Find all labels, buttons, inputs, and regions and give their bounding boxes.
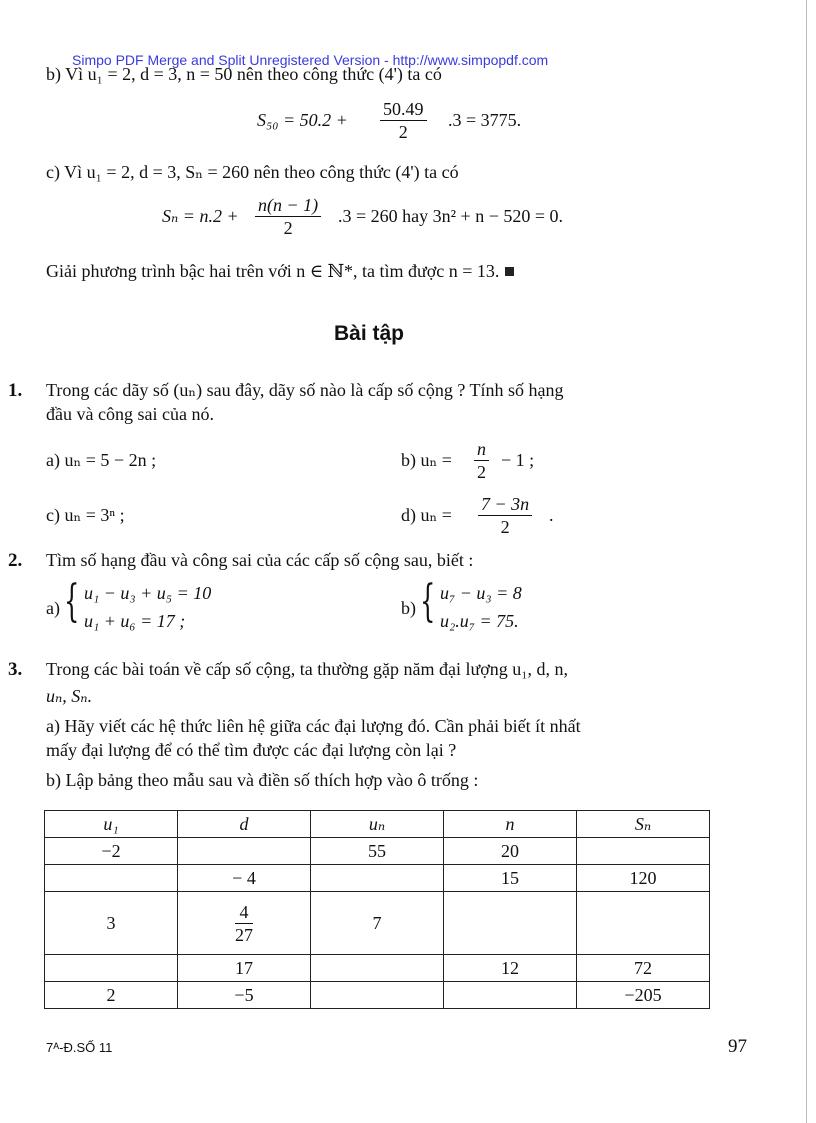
ex1-d-den: 2 <box>500 517 510 537</box>
eq-sn-rhs: .3 = 260 hay 3n² + n − 520 = 0. <box>338 206 563 226</box>
ex1-d-fraction <box>478 493 532 538</box>
table-cell <box>45 865 178 892</box>
table-frac-den: 27 <box>235 924 253 945</box>
table-fraction <box>235 901 253 946</box>
eq-s50-den: 2 <box>398 122 408 142</box>
table-cell: 7 <box>311 892 444 955</box>
page-edge-line <box>806 0 807 1123</box>
ex1-d-lhs: d) uₙ = <box>401 505 452 525</box>
table-cell: 55 <box>311 838 444 865</box>
table-cell: 120 <box>577 865 710 892</box>
end-of-proof-icon <box>505 267 514 276</box>
table-cell <box>311 982 444 1009</box>
table-cell: − 4 <box>178 865 311 892</box>
table-header-cell: u₁ <box>45 811 178 838</box>
ex1-b-lhs: b) uₙ = <box>401 450 452 470</box>
ex1-c: c) uₙ = 3ⁿ ; <box>46 505 125 525</box>
table-header-cell: Sₙ <box>577 811 710 838</box>
eq-sn-den: 2 <box>283 218 293 238</box>
table-cell <box>311 865 444 892</box>
ex2-number: 2. <box>8 550 23 571</box>
table-cell <box>577 892 710 955</box>
table-row <box>45 955 710 982</box>
ex1-text-line2: đầu và công sai của nó. <box>46 404 214 424</box>
eq-sn-lhs: Sₙ = n.2 + <box>162 206 239 226</box>
ex3-a-line2: mấy đại lượng để có thể tìm được các đại lượng còn lại ? <box>46 740 457 760</box>
ex2-b-eq2: u₂.u₇ = 75. <box>440 611 519 631</box>
table-cell: 3 <box>45 892 178 955</box>
part-b-line: b) Vì u₁ = 2, d = 3, n = 50 nên theo công thức (4') ta có <box>46 64 442 84</box>
table-cell: 17 <box>178 955 311 982</box>
table-cell: 2 <box>45 982 178 1009</box>
solve-line <box>46 261 514 282</box>
solve-text: Giải phương trình bậc hai trên với n ∈ ℕ*, ta tìm được n = 13. <box>46 261 500 281</box>
ex1-text-line1: Trong các dãy số (uₙ) sau đây, dãy số nào là cấp số cộng ? Tính số hạng <box>46 380 564 400</box>
ex1-b-den: 2 <box>477 462 486 482</box>
eq-s50-lhs: S₅₀ = 50.2 + <box>257 110 348 130</box>
ex2-a-eq2: u₁ + u₆ = 17 ; <box>84 611 186 631</box>
eq-s50-rhs: .3 = 3775. <box>448 110 522 130</box>
page-number: 97 <box>728 1036 747 1057</box>
table-header-row <box>45 811 710 838</box>
ex2-a-eq1: u₁ − u₃ + u₅ = 10 <box>84 583 212 603</box>
table-cell: −205 <box>577 982 710 1009</box>
table-cell <box>577 838 710 865</box>
ex2-a-label: a) <box>46 598 60 618</box>
ex1-a: a) uₙ = 5 − 2n ; <box>46 450 157 470</box>
part-c-line: c) Vì u₁ = 2, d = 3, Sₙ = 260 nên theo công thức (4') ta có <box>46 162 459 182</box>
table-cell: 20 <box>444 838 577 865</box>
table-cell <box>178 838 311 865</box>
ex1-b-rhs: − 1 ; <box>501 450 535 470</box>
ex2-text: Tìm số hạng đầu và công sai của các cấp số cộng sau, biết : <box>46 550 474 570</box>
table-cell-fraction <box>178 892 311 955</box>
table-cell <box>45 955 178 982</box>
ex3-text-line2: uₙ, Sₙ. <box>46 686 93 706</box>
arithmetic-table <box>44 810 710 1009</box>
table-cell: 12 <box>444 955 577 982</box>
table-cell: −5 <box>178 982 311 1009</box>
ex1-number: 1. <box>8 380 23 401</box>
table-frac-num: 4 <box>235 901 253 924</box>
ex1-d-num: 7 − 3n <box>478 493 532 516</box>
table-header-cell: d <box>178 811 311 838</box>
eq-sn-num: n(n − 1) <box>255 194 321 217</box>
ex2-a-brace: { <box>64 576 80 627</box>
ex2-b-eq1: u₇ − u₃ = 8 <box>440 583 522 603</box>
eq-s50-num: 50.49 <box>380 98 427 121</box>
footer-label: 7ᴬ-Đ.SỐ 11 <box>46 1040 113 1055</box>
ex1-d-rhs: . <box>549 505 554 525</box>
watermark-text: Simpo PDF Merge and Split Unregistered Version - http://www.simpopdf.com <box>72 52 549 68</box>
section-title: Bài tập <box>334 322 405 345</box>
ex3-a-line1: a) Hãy viết các hệ thức liên hệ giữa các đại lượng đó. Cần phải biết ít nhất <box>46 716 581 736</box>
table-row <box>45 838 710 865</box>
table-cell: 72 <box>577 955 710 982</box>
table-cell: 15 <box>444 865 577 892</box>
eq-sn-fraction <box>255 194 321 239</box>
table-row <box>45 982 710 1009</box>
eq-s50-fraction <box>380 98 427 143</box>
ex3-text-line1: Trong các bài toán về cấp số cộng, ta thường gặp năm đại lượng u₁, d, n, <box>46 659 569 679</box>
ex2-b-brace: { <box>420 576 436 627</box>
table-row <box>45 865 710 892</box>
table-header-cell: n <box>444 811 577 838</box>
ex1-b-num: n <box>474 438 489 461</box>
table-row <box>45 892 710 955</box>
table-cell <box>444 892 577 955</box>
ex3-number: 3. <box>8 659 23 680</box>
table-cell <box>444 982 577 1009</box>
ex2-b-label: b) <box>401 598 416 618</box>
table-cell <box>311 955 444 982</box>
table-cell: −2 <box>45 838 178 865</box>
ex3-b-line: b) Lập bảng theo mẫu sau và điền số thích hợp vào ô trống : <box>46 770 479 790</box>
ex1-b-fraction <box>474 438 489 483</box>
table-header-cell: uₙ <box>311 811 444 838</box>
